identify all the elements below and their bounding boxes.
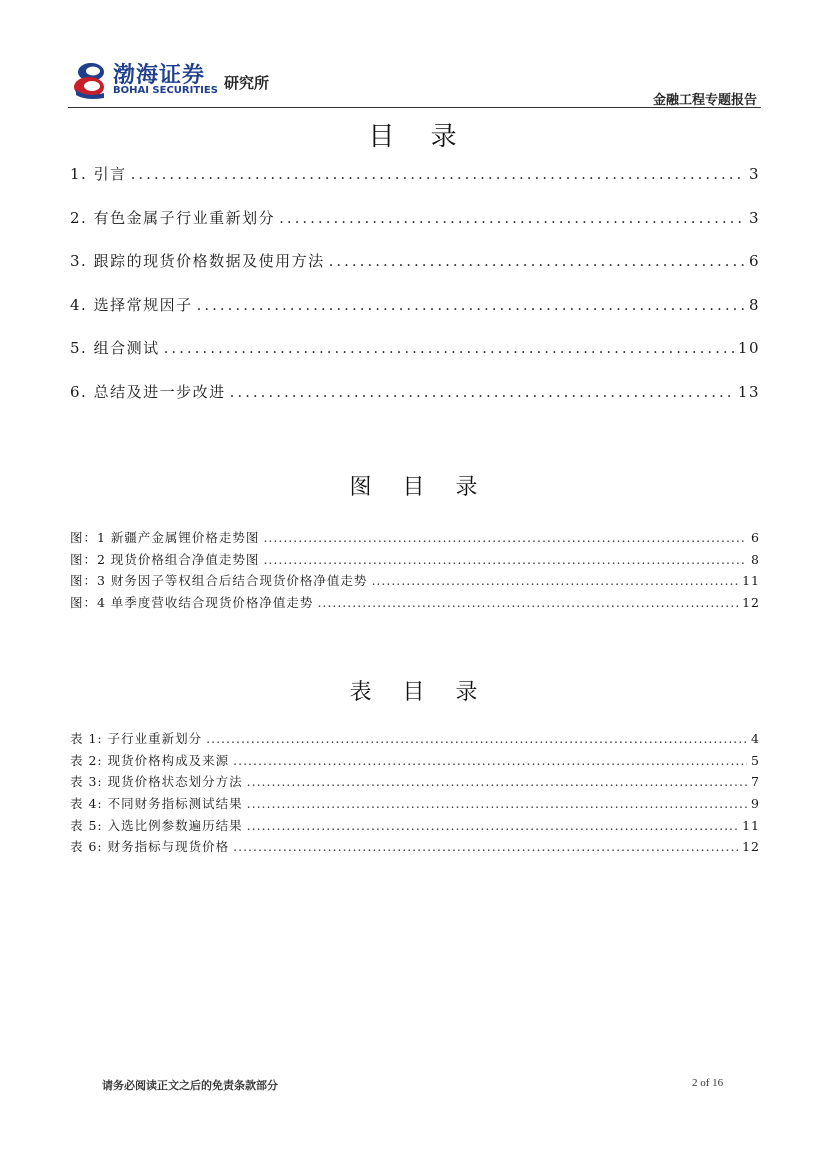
dot-leader [197, 296, 745, 314]
disclaimer-note: 请务必阅读正文之后的免责条款部分 [102, 1079, 278, 1092]
toc-entry-label: 1. 引言 [70, 165, 127, 183]
table-entry[interactable] [70, 729, 760, 751]
dot-leader [317, 595, 738, 610]
figure-index-heading: 图 目 录 [349, 475, 490, 500]
figure-entry-page: 8 [751, 551, 760, 567]
header-divider [68, 107, 761, 108]
table-entry-page: 5 [751, 752, 760, 768]
table-entry[interactable] [70, 794, 760, 816]
toc-entry-page: 3 [748, 208, 760, 227]
figure-entry-label: 图：4 单季度营收结合现货价格净值走势 [70, 595, 314, 611]
figure-entry-page: 11 [742, 573, 760, 589]
toc-entry-label: 6. 总结及进一步改进 [70, 382, 226, 401]
toc-entry[interactable] [70, 250, 760, 294]
toc-list [70, 163, 760, 424]
dot-leader [263, 552, 747, 567]
logo-chinese-name: 渤海证券 [113, 63, 206, 88]
dot-leader [206, 731, 747, 746]
toc-entry[interactable] [70, 381, 760, 425]
department-label: 研究所 [224, 74, 270, 92]
page-header [0, 0, 827, 110]
figure-entry-page: 12 [742, 595, 760, 611]
figure-entry[interactable] [70, 528, 760, 550]
dot-leader [164, 339, 734, 357]
dot-leader [279, 209, 745, 227]
toc-entry-label: 3. 跟踪的现货价格数据及使用方法 [70, 252, 325, 270]
toc-entry[interactable] [70, 294, 760, 338]
page-number: 2 of 16 [692, 1077, 724, 1089]
table-entry-label: 表 4: 不同财务指标测试结果 [70, 796, 243, 812]
table-entry-page: 12 [742, 839, 760, 855]
toc-entry-page: 8 [748, 295, 760, 314]
dot-leader [247, 818, 738, 833]
figure-entry[interactable] [70, 550, 760, 572]
dot-leader [233, 839, 738, 854]
table-entry-page: 7 [751, 774, 760, 790]
figure-entry[interactable] [70, 571, 760, 593]
table-entry[interactable] [70, 751, 760, 773]
toc-entry[interactable] [70, 337, 760, 381]
logo-english-name: BOHAI SECURITIES [113, 85, 218, 96]
table-entry-label: 表 6: 财务指标与现货价格 [70, 839, 230, 855]
toc-heading: 目 录 [368, 122, 471, 152]
figure-entry-label: 图：1 新疆产金属锂价格走势图 [70, 530, 260, 545]
table-entry[interactable] [70, 772, 760, 794]
toc-entry-label: 2. 有色金属子行业重新划分 [70, 208, 276, 227]
dot-leader [247, 796, 747, 811]
dot-leader [247, 774, 747, 789]
figure-entry-label: 图：2 现货价格组合净值走势图 [70, 551, 260, 567]
figure-entry-page: 6 [751, 530, 760, 545]
toc-entry[interactable] [70, 207, 760, 251]
toc-entry-page: 6 [748, 252, 760, 270]
dot-leader [371, 573, 738, 588]
table-entry-label: 表 1: 子行业重新划分 [70, 731, 203, 746]
dot-leader [131, 165, 745, 183]
toc-entry-label: 4. 选择常规因子 [70, 295, 193, 314]
table-entry-label: 表 3: 现货价格状态划分方法 [70, 774, 243, 790]
table-index-list [70, 729, 760, 859]
figure-index-list [70, 528, 760, 615]
dot-leader [230, 383, 734, 401]
report-type: 金融工程专题报告 [652, 93, 757, 108]
table-entry-page: 9 [751, 796, 760, 812]
toc-entry[interactable] [70, 163, 760, 207]
toc-entry-page: 13 [737, 382, 760, 401]
toc-entry-label: 5. 组合测试 [70, 339, 160, 357]
table-entry[interactable] [70, 816, 760, 838]
toc-entry-page: 10 [737, 339, 760, 357]
figure-entry[interactable] [70, 593, 760, 615]
figure-entry-label: 图：3 财务因子等权组合后结合现货价格净值走势 [70, 573, 368, 589]
dot-leader [263, 530, 747, 545]
table-entry-label: 表 2: 现货价格构成及来源 [70, 752, 230, 768]
bohai-swirl-icon [74, 60, 108, 100]
table-entry[interactable] [70, 837, 760, 859]
table-entry-label: 表 5: 入选比例参数遍历结果 [70, 817, 243, 833]
table-entry-page: 4 [751, 731, 760, 746]
dot-leader [233, 753, 747, 768]
toc-entry-page: 3 [748, 165, 760, 183]
table-index-heading: 表 目 录 [349, 680, 490, 705]
table-entry-page: 11 [742, 817, 760, 833]
dot-leader [329, 252, 745, 270]
